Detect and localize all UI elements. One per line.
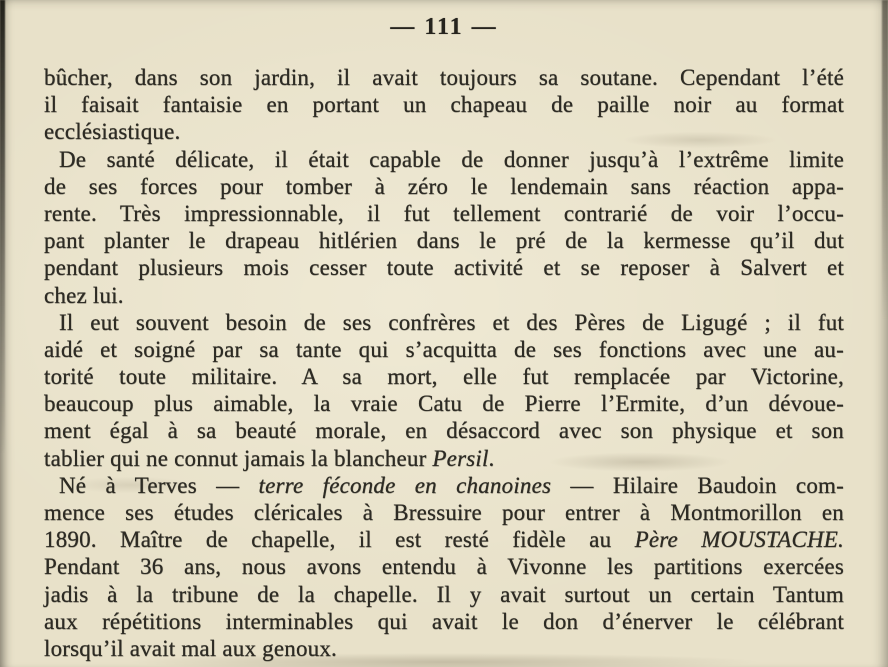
- text-line: [44, 146, 844, 173]
- text-segment: pendant plusieurs mois cesser toute activité et se reposer à Salvert et: [44, 255, 844, 281]
- text-line: [44, 526, 844, 553]
- text-line: [44, 472, 844, 499]
- text-line: [44, 64, 844, 91]
- text-segment: .: [488, 445, 495, 471]
- text-line: [44, 581, 844, 608]
- text-segment: lorsqu’il avait mal aux genoux.: [44, 635, 337, 661]
- paragraph: [44, 146, 844, 309]
- italic-text-segment: Persil: [432, 445, 489, 471]
- text-segment: 1890. Maître de chapelle, il est resté fidèle au: [44, 527, 635, 553]
- text-segment: rente. Très impressionnable, il fut tellement contrarié de voir l’occu-: [44, 200, 844, 226]
- text-segment: De santé délicate, il était capable de donner jusqu’à l’extrême limite: [59, 146, 844, 172]
- text-segment: tablier qui ne connut jamais la blancheur: [44, 445, 433, 471]
- text-segment: Il eut souvent besoin de ses confrères et des Pères de Ligugé ; il fut: [59, 309, 844, 335]
- text-line: [44, 309, 844, 336]
- text-segment: ment égal à sa beauté morale, en désaccord avec son physique et son: [44, 418, 844, 444]
- text-line: [44, 254, 844, 281]
- text-segment: beaucoup plus aimable, la vraie Catu de Pierre l’Ermite, d’un dévoue-: [44, 391, 844, 417]
- paragraph: [44, 472, 844, 662]
- text-line: [44, 200, 844, 227]
- paragraph: [44, 309, 844, 472]
- text-segment: torité toute militaire. A sa mort, elle fut remplacée par Victorine,: [44, 364, 844, 390]
- text-block: [44, 64, 844, 662]
- text-line: [44, 417, 844, 444]
- text-line: [44, 282, 844, 309]
- text-segment: ecclésiastique.: [44, 119, 181, 145]
- text-line: [44, 553, 844, 580]
- text-line: [44, 91, 844, 118]
- page-number: — 111 —: [390, 14, 498, 40]
- text-segment: mence ses études cléricales à Bressuire pour entrer à Montmorillon en: [44, 500, 844, 525]
- text-line: [44, 635, 844, 662]
- text-line: [44, 227, 844, 254]
- scan-right-edge-shadow: [882, 0, 888, 320]
- text-segment: il faisait fantaisie en portant un chapeau de paille noir au format: [44, 92, 844, 118]
- text-segment: pant planter le drapeau hitlérien dans le pré de la kermesse qu’il dut: [44, 228, 844, 254]
- text-segment: de ses forces pour tomber à zéro le lendemain sans réaction appa-: [44, 173, 844, 199]
- italic-text-segment: Père MOUSTACHE.: [634, 527, 844, 553]
- text-segment: Pendant 36 ans, nous avons entendu à Vivonne les partitions exercées: [44, 554, 844, 580]
- text-line: [44, 336, 844, 363]
- text-segment: aux répétitions interminables qui avait le don d’énerver le célébrant: [44, 608, 844, 634]
- text-segment: Né à Terves —: [59, 472, 259, 498]
- text-segment: jadis à la tribune de la chapelle. Il y avait surtout un certain Tantum: [44, 581, 844, 607]
- scan-left-edge-shadow: [0, 0, 5, 454]
- text-segment: chez lui.: [44, 282, 124, 308]
- italic-text-segment: terre féconde en chanoines: [258, 472, 552, 498]
- text-line: [44, 173, 844, 200]
- text-line: [44, 363, 844, 390]
- text-segment: aidé et soigné par sa tante qui s’acquitta de ses fonctions avec une au-: [44, 336, 844, 362]
- text-line: [44, 390, 844, 417]
- text-line: [44, 118, 844, 145]
- text-segment: — Hilaire Baudoin com-: [551, 472, 844, 498]
- text-line: [44, 445, 844, 472]
- paragraph: [44, 64, 844, 146]
- text-line: [44, 608, 844, 635]
- text-segment: bûcher, dans son jardin, il avait toujours sa soutane. Cependant l’été: [44, 65, 844, 90]
- text-line: [44, 499, 844, 526]
